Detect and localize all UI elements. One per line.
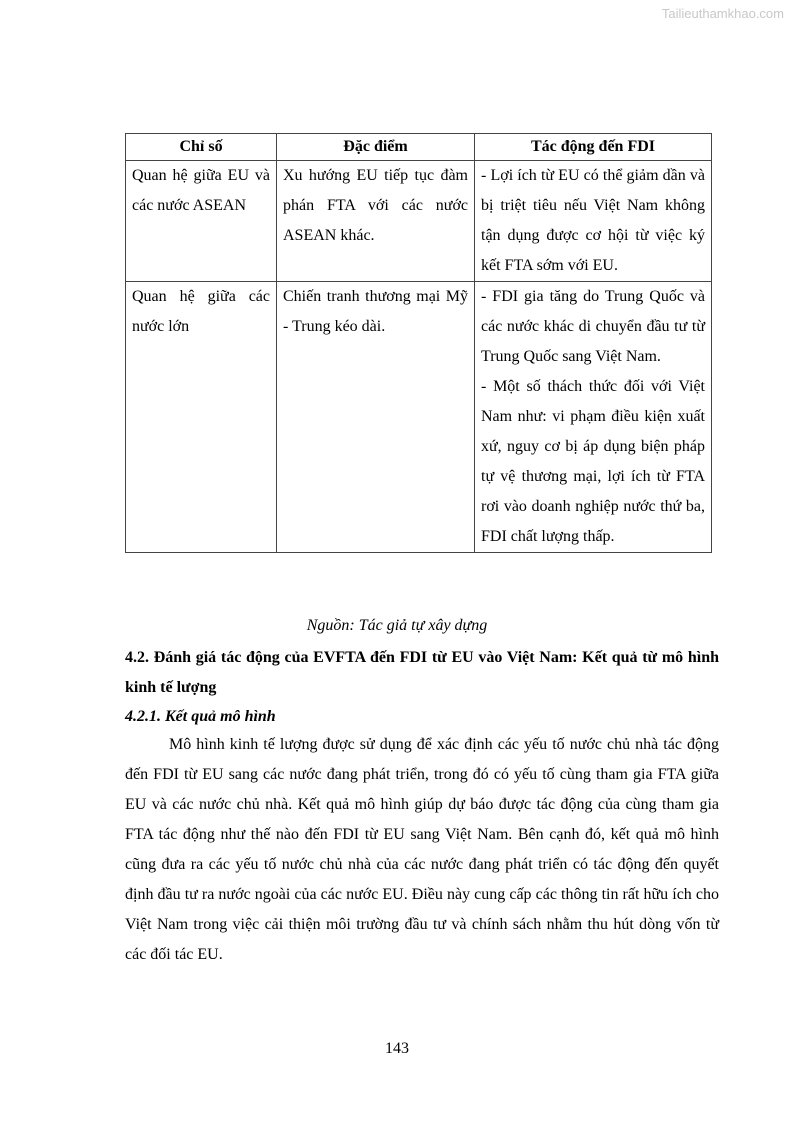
header-chi-so: Chỉ số <box>126 134 277 161</box>
cell <box>475 161 712 282</box>
table-source: Nguồn: Tác giả tự xây dựng <box>306 617 488 634</box>
section-heading: 4.2. Đánh giá tác động của EVFTA đến FDI từ EU vào Việt Nam: Kết quả từ mô hình kinh tế lượng <box>125 649 719 696</box>
body-paragraph: Mô hình kinh tế lượng được sử dụng để xác định các yếu tố nước chủ nhà tác động đến FDI từ EU sang các nước đang phát triển, trong đó có yếu tố cùng tham gia FTA giữa EU và các nước chủ nhà. Kết quả mô hình giúp dự báo được tác động của cùng tham gia FTA tác động như thế nào đến FDI từ EU sang Việt Nam. Bên cạnh đó, kết quả mô hình cũng đưa ra các yếu tố nước chủ nhà của các nước đang phát triển có tác động đến quyết định đầu tư ra nước ngoài của các nước EU. Điều này cung cấp các thông tin rất hữu ích cho Việt Nam trong việc cải thiện môi trường đầu tư và chính sách nhằm thu hút dòng vốn từ các đối tác EU. <box>125 736 719 963</box>
subsection-heading: 4.2.1. Kết quả mô hình <box>125 708 276 725</box>
header-tac-dong: Tác động đến FDI <box>475 134 712 161</box>
cell: Xu hướng EU tiếp tục đàm phán FTA với các nước ASEAN khác. <box>277 161 475 282</box>
header-dac-diem: Đặc điểm <box>277 134 475 161</box>
table-header-row <box>126 134 712 161</box>
watermark: Tailieuthamkhao.com <box>661 6 784 21</box>
cell-line: - FDI gia tăng do Trung Quốc và các nước khác di chuyển đầu tư từ Trung Quốc sang Việt Nam. <box>481 288 705 365</box>
cell: Quan hệ giữa các nước lớn <box>126 282 277 553</box>
cell <box>475 282 712 553</box>
cell-line: - Một số thách thức đối với Việt Nam như: vi phạm điều kiện xuất xứ, nguy cơ bị áp dụng biện pháp tự vệ thương mại, lợi ích từ FTA rơi vào doanh nghiệp nước thứ ba, FDI chất lượng thấp. <box>481 378 705 545</box>
cell: Quan hệ giữa EU và các nước ASEAN <box>126 161 277 282</box>
page-number: 143 <box>385 1040 409 1057</box>
cell-line: - Lợi ích từ EU có thể giảm dần và bị triệt tiêu nếu Việt Nam không tận dụng được cơ hội từ việc ký kết FTA sớm với EU. <box>481 167 705 274</box>
fdi-impact-table <box>125 133 712 553</box>
table-row <box>126 161 712 282</box>
table-row <box>126 282 712 553</box>
cell: Chiến tranh thương mại Mỹ - Trung kéo dài. <box>277 282 475 553</box>
